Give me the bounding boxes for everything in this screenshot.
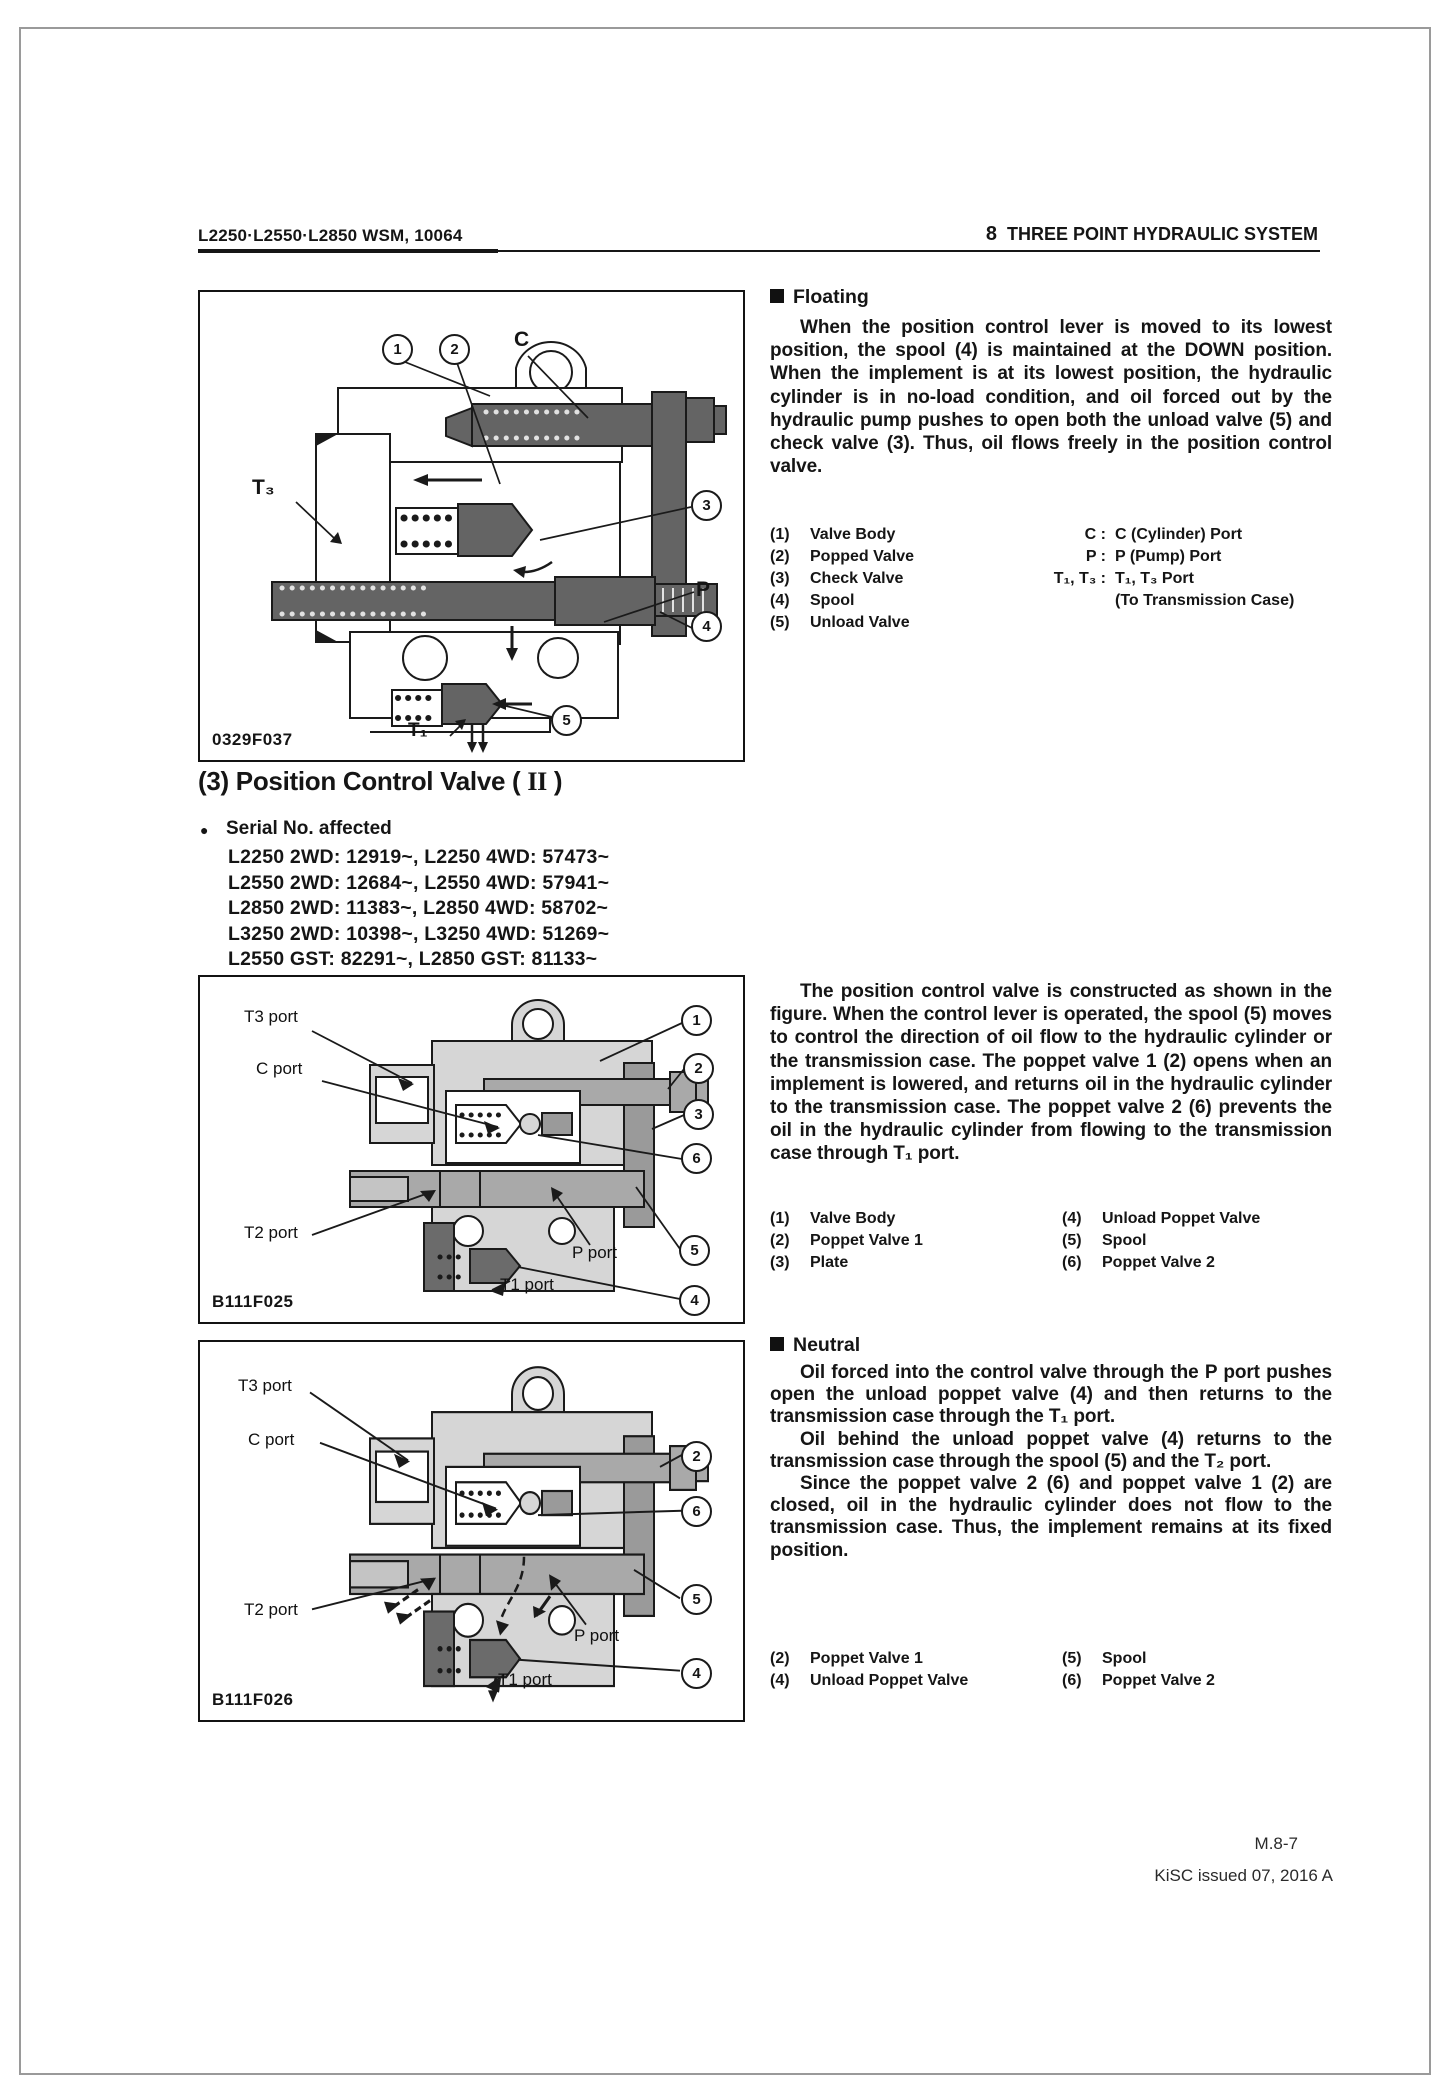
issue-note: KiSC issued 07, 2016 A [1154,1866,1333,1885]
callout-1: 1 [382,334,413,365]
list-item: (2) Poppet Valve 1 [770,1232,923,1249]
serial-line: L2250 2WD: 12919~, L2250 4WD: 57473~ [228,846,610,868]
pcv-paragraph: The position control valve is constructed as shown in the figure. When the control lever is operated, the spool (5) moves to control the direction of oil flow to the hydraulic cylinder or the transmission case. The poppet valve 1 (2) opens when an implement is lowered, and returns oil in the hydraulic cylinder to the transmission case. The poppet valve 2 (6) prevents the oil in the hydraulic cylinder from flowing to the transmission case through T₁ port. [770,981,1333,1165]
floating-paragraph: When the position control lever is moved to its lowest position, the spool (4) is maintained at the DOWN position. When the implement is at its lowest position, the hydraulic cylinder is in no-load condition, and oil forced out by the hydraulic pump pushes to open both the unload valve (5) and check valve (3). Thus, oil flows freely in the position control valve. [770,317,1332,478]
callout-3: 3 [683,1099,714,1130]
serial-heading: Serial No. affected [226,818,392,839]
figure2-parts-list-left [770,1208,923,1274]
port-label-c: C port [256,1059,303,1078]
callout-4: 4 [681,1658,712,1689]
port-label-p: P port [572,1243,618,1262]
callout-5: 5 [681,1584,712,1615]
list-item: (6) Poppet Valve 2 [1062,1672,1215,1689]
callout-4: 4 [679,1285,710,1316]
list-item: (2) Popped Valve [770,548,915,565]
serial-line: L2550 GST: 82291~, L2850 GST: 81133~ [228,948,598,970]
port-label-t2: T2 port [244,1600,298,1619]
figure-code: B111F026 [212,1690,294,1709]
list-item: (4) Unload Poppet Valve [1062,1210,1261,1227]
valve-cross-section-drawing [200,292,743,760]
port-label-t1: T1 port [500,1275,554,1294]
serial-line: L2550 2WD: 12684~, L2550 4WD: 57941~ [228,871,610,894]
bullet-icon: ● [200,822,209,838]
section-square-icon [770,1337,784,1351]
list-item: (2) Poppet Valve 1 [770,1650,923,1667]
port-label-t2: T2 port [244,1223,298,1242]
figure1-ports-list [1006,524,1294,612]
callout-2: 2 [439,334,470,365]
section-heading: (3) Position Control Valve ( II ) [198,766,563,796]
port-label-c: C [514,328,530,351]
list-item: (1) Valve Body [770,526,896,543]
port-label-p: P [696,578,711,601]
port-label-p: P port [574,1626,620,1645]
list-item: C : C (Cylinder) Port [1084,526,1243,543]
list-item: (6) Poppet Valve 2 [1062,1254,1215,1271]
list-item: (5) Spool [1062,1650,1147,1667]
port-label-t1: T₁ [408,720,428,741]
port-label-t3: T3 port [244,1007,298,1026]
callout-3: 3 [691,490,722,521]
callout-6: 6 [681,1143,712,1174]
list-item: (5) Unload Valve [770,614,910,631]
floating-heading: Floating [770,286,869,309]
figure-code: 0329F037 [212,730,293,749]
list-item: (3) Check Valve [770,570,904,587]
port-label-t3: T3 port [238,1376,292,1395]
list-item: (To Transmission Case) [1115,592,1295,609]
list-item: (5) Spool [1062,1232,1147,1249]
serial-number-list [228,845,609,973]
list-item: P : P (Pump) Port [1085,548,1222,565]
figure3-parts-list-right [1062,1648,1215,1692]
list-item: T₁, T₃ : T₁, T₃ Port [1053,570,1194,587]
figure-code: B111F025 [212,1292,294,1311]
callout-4: 4 [691,611,722,642]
chapter-title-text: THREE POINT HYDRAULIC SYSTEM [1006,224,1318,244]
callout-5: 5 [551,705,582,736]
port-label-t1: T1 port [498,1670,552,1689]
header-model-code: L2250·L2550·L2850 WSM, 10064 [198,226,463,245]
header-rule-left [198,249,498,253]
valve-drawing [200,1342,743,1720]
neutral-paragraphs: Oil forced into the control valve through the P port pushes open the unload poppet valve (4) and then returns to the transmission case through the T₁ port. Oil behind the unload poppet valve (4) returns to the transmission case through the spool (5) and the T₂ port. Since the poppet valve 2 (6) and poppet valve 1 (2) are closed, oil in the hydraulic cylinder does not flow to the transmission case. Thus, the implement remains at its fixed position. [770,1362,1333,1561]
callout-2: 2 [683,1053,714,1084]
section-square-icon [770,289,784,303]
header-chapter-title [986,223,1318,246]
callout-5: 5 [679,1235,710,1266]
figure1-parts-list [770,524,914,634]
valve-drawing [200,977,743,1322]
callout-6: 6 [681,1496,712,1527]
figure-neutral-valve [198,1340,745,1722]
figure3-parts-list-left [770,1648,968,1692]
port-label-c: C port [248,1430,295,1449]
list-item: (3) Plate [770,1254,849,1271]
list-item: (1) Valve Body [770,1210,896,1227]
callout-2: 2 [681,1441,712,1472]
chapter-number: 8 [985,223,997,245]
serial-line: L2850 2WD: 11383~, L2850 4WD: 58702~ [228,897,609,919]
neutral-heading: Neutral [770,1334,860,1357]
list-item: (4) Unload Poppet Valve [770,1672,969,1689]
list-item: (4) Spool [770,592,855,609]
port-label-t3: T₃ [252,476,275,499]
figure-position-control-valve [198,975,745,1324]
callout-1: 1 [681,1005,712,1036]
figure2-parts-list-right [1062,1208,1260,1274]
page-number: M.8-7 [1254,1834,1298,1853]
serial-line: L3250 2WD: 10398~, L3250 4WD: 51269~ [228,922,610,945]
figure-floating-valve-cross-section [198,290,745,762]
